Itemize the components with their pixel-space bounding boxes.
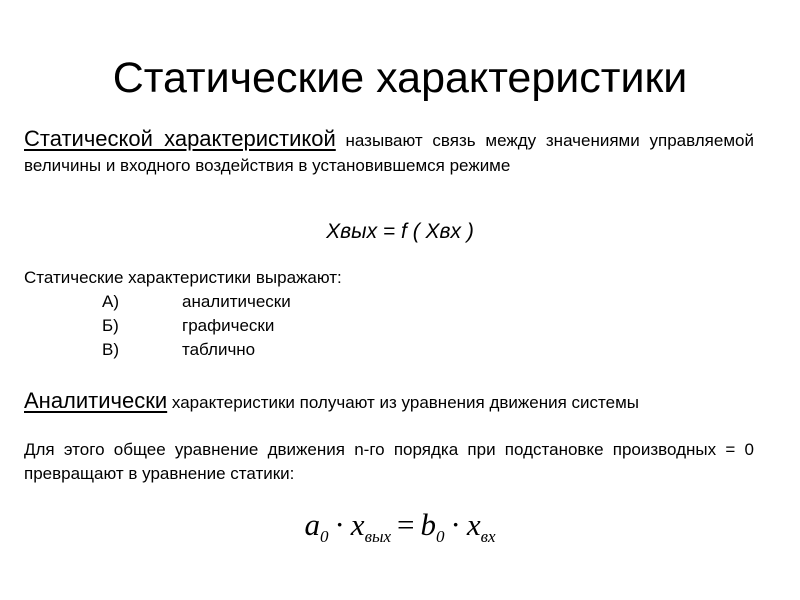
var-x-in: x — [466, 507, 481, 542]
slide-title: Статические характеристики — [112, 54, 688, 102]
analytic-text: характеристики получают из уравнения движения системы — [167, 393, 639, 412]
definition-paragraph — [24, 126, 754, 178]
var-x-out: x — [350, 507, 365, 542]
dot-operator: · — [334, 507, 345, 542]
substitution-paragraph: Для этого общее уравнение движения n-го порядка при подстановке производных = 0 превращают в уравнение статики: — [24, 440, 754, 483]
analytic-term: Аналитически — [24, 388, 168, 413]
analytic-paragraph — [24, 386, 754, 418]
list-text: аналитически — [182, 292, 291, 311]
methods-list — [24, 290, 291, 362]
expressed-intro: Статические характеристики выражают: — [24, 268, 342, 287]
coef-b-subscript: 0 — [436, 527, 445, 546]
main-formula: Xвых = f ( Xвх ) — [326, 220, 474, 243]
coef-b: b — [420, 507, 436, 542]
equals-sign: = — [397, 507, 415, 542]
list-marker: Б) — [102, 316, 119, 335]
statics-equation — [0, 505, 800, 557]
list-marker: В) — [102, 340, 119, 359]
dot-operator: · — [450, 507, 461, 542]
coef-a: a — [304, 507, 320, 542]
list-item — [24, 314, 291, 338]
coef-a-subscript: 0 — [319, 527, 329, 546]
var-x-in-subscript: вх — [480, 527, 496, 546]
list-item — [24, 338, 291, 362]
list-text: таблично — [182, 340, 256, 359]
list-marker: А) — [102, 292, 119, 311]
definition-text: называют связь между значениями управляемой величины и входного воздействия в установившемся режиме — [24, 131, 754, 175]
definition-term: Статической характеристикой — [24, 126, 336, 151]
list-item — [24, 290, 291, 314]
list-text: графически — [182, 316, 275, 335]
var-x-out-subscript: вых — [364, 527, 392, 546]
